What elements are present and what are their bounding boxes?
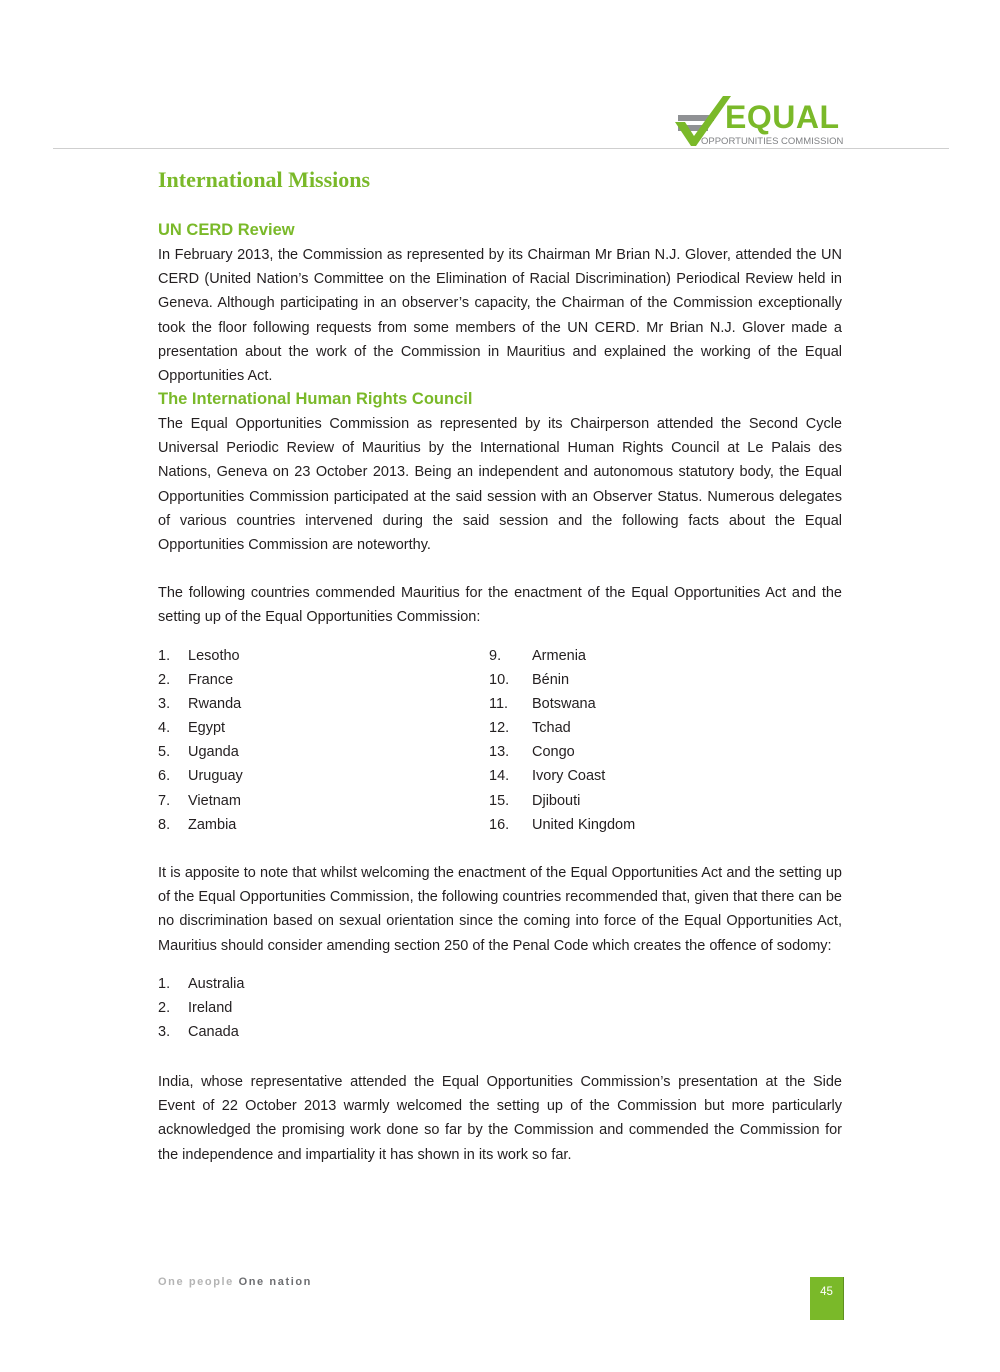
commending-intro-paragraph: The following countries commended Mauritius for the enactment of the Equal Opportunities Act and the setting up of the Equal Opportunities Commission:: [158, 585, 842, 626]
list-item: [489, 764, 635, 788]
footer-slogan: [158, 1275, 312, 1289]
commending-countries-list-col1: [158, 644, 243, 837]
india-paragraph: India, whose representative attended the Equal Opportunities Commission’s presentation at the Side Event of 22 October 2013 warmly welcomed the setting up of the Commission but more particularly acknowledged the promising work done so far by the Commission and commended the Commission for the independence and impartiality it has shown in its work so far.: [158, 1074, 842, 1163]
list-item: [158, 764, 243, 788]
list-number: 7.: [158, 792, 171, 809]
list-number: 16.: [489, 816, 510, 833]
list-number: 1.: [158, 976, 171, 992]
country-name: Egypt: [188, 720, 226, 737]
country-name: Tchad: [532, 720, 571, 737]
un-cerd-paragraph: In February 2013, the Commission as represented by its Chairman Mr Brian N.J. Glover, attended the UN CERD (United Nation’s Committee on the Elimination of Racial Discrimination) Periodical Review held in Geneva. Although participating in an observer’s capacity, the Chairman of the Commission exceptionally took the floor following requests from some members of the UN CERD. Mr Brian N.J. Glover made a presentation about the work of the Commission in Mauritius and explained the working of the Equal Opportunities Act.: [158, 247, 842, 385]
country-name: Ivory Coast: [532, 768, 606, 785]
list-number: 2.: [158, 672, 171, 689]
list-item: [489, 668, 635, 692]
human-rights-council-paragraph: The Equal Opportunities Commission as represented by its Chairperson attended the Second Cycle Universal Periodic Review of Mauritius by the International Human Rights Council at Le Palais des Nations, Geneva on 23 October 2013. Being an independent and autonomous statutory body, the Equal Opportunities Commission participated at the said session with an Observer Status. Numerous delegates of various countries intervened during the said session and the following facts about the Equal Opportunities Commission are noteworthy.: [158, 416, 842, 554]
country-name: Botswana: [532, 696, 596, 713]
country-name: France: [188, 672, 234, 689]
country-name: Bénin: [532, 672, 570, 689]
country-name: Lesotho: [188, 648, 240, 664]
list-item: [158, 813, 243, 837]
list-number: 14.: [489, 768, 510, 785]
country-name: Armenia: [532, 648, 586, 664]
list-number: 8.: [158, 816, 171, 833]
page-title: International Missions: [158, 167, 371, 192]
country-name: United Kingdom: [532, 816, 636, 833]
list-item: [158, 972, 244, 996]
section-heading-un-cerd: UN CERD Review: [158, 221, 295, 239]
country-name: Uganda: [188, 744, 239, 761]
list-item: [158, 789, 243, 813]
recommending-countries-list: [158, 972, 244, 1044]
list-number: 3.: [158, 1024, 171, 1041]
list-number: 9.: [489, 648, 502, 664]
list-item: [158, 692, 243, 716]
logo-wordmark: EQUAL: [725, 99, 840, 135]
list-number: 12.: [489, 720, 510, 737]
list-number: 1.: [158, 648, 171, 664]
slogan-part-2: One nation: [238, 1276, 313, 1288]
list-item: [158, 644, 243, 668]
list-item: [158, 740, 243, 764]
country-name: Congo: [532, 744, 575, 761]
list-number: 4.: [158, 720, 171, 737]
logo-subtitle: OPPORTUNITIES COMMISSION: [701, 136, 844, 147]
list-item: [158, 996, 244, 1020]
list-item: [489, 692, 635, 716]
list-item: [158, 668, 243, 692]
country-name: Vietnam: [188, 792, 241, 809]
page-number: 45: [810, 1277, 844, 1320]
list-item: [489, 740, 635, 764]
list-number: 2.: [158, 1000, 171, 1017]
list-number: 10.: [489, 672, 510, 689]
list-item: [489, 644, 635, 668]
list-item: [489, 716, 635, 740]
list-number: 6.: [158, 768, 171, 785]
list-number: 5.: [158, 744, 171, 761]
commending-countries-list-col2: [489, 644, 635, 837]
country-name: Canada: [188, 1024, 239, 1041]
section-heading-human-rights-council: The International Human Rights Council: [158, 390, 473, 408]
slogan-part-1: One people: [158, 1276, 234, 1288]
list-item: [489, 813, 635, 837]
country-name: Australia: [188, 976, 245, 992]
header-divider: [53, 148, 949, 149]
list-number: 15.: [489, 792, 510, 809]
list-item: [489, 789, 635, 813]
country-name: Uruguay: [188, 768, 243, 785]
country-name: Ireland: [188, 1000, 233, 1017]
list-number: 11.: [489, 696, 509, 713]
country-name: Djibouti: [532, 792, 581, 809]
equal-opportunities-logo: [675, 96, 845, 148]
list-item: [158, 1020, 244, 1044]
list-item: [158, 716, 243, 740]
list-number: 13.: [489, 744, 510, 761]
list-number: 3.: [158, 696, 171, 713]
country-name: Zambia: [188, 816, 237, 833]
country-name: Rwanda: [188, 696, 242, 713]
recommendation-paragraph: It is apposite to note that whilst welcoming the enactment of the Equal Opportunities Act and the setting up of the Equal Opportunities Commission, the following countries recommended that, given that there can be no discrimination based on sexual orientation since the coming into force of the Equal Opportunities Act, Mauritius should consider amending section 250 of the Penal Code which creates the offence of sodomy:: [158, 865, 842, 954]
